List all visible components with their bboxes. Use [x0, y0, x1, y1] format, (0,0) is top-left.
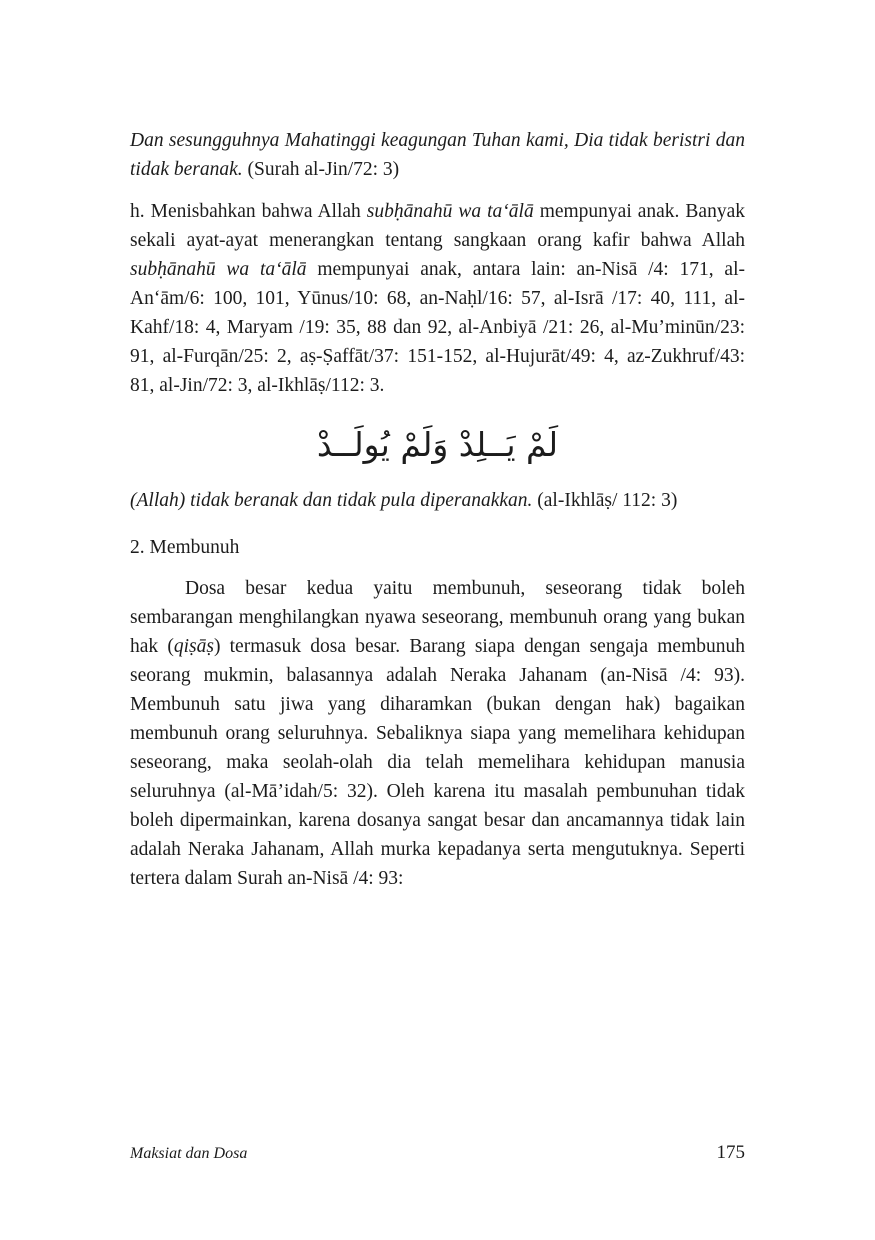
text-segment-italic: subḥānahū wa ta‘ālā	[130, 259, 307, 280]
page-number: 175	[716, 1142, 745, 1163]
text-segment: mempunyai anak, antara lain: an-Nisā /4: 171, al-An‘ām/6: 100, 101, Yūnus/10: 68, an-Naḥl/16: 57, al-Isrā /17: 40, 111, al-Kahf/18: 4, Maryam /19: 35, 88 dan 92, al-Anbiyā /21: 26, al-Mu’minūn/23: 91, al-Furqān/25: 2, aṣ-Ṣaffāt/37: 151-152, al-Hujurāt/49: 4, az-Zukhruf/43: 81, al-Jin/72: 3, al-Ikhlāṣ/112: 3.	[130, 259, 745, 396]
quote-al-jin	[130, 126, 745, 184]
quote-reference: (al-Ikhlāṣ/ 112: 3)	[532, 490, 678, 511]
section-heading-membunuh: 2. Membunuh	[130, 537, 240, 558]
page-footer	[130, 1138, 745, 1168]
quote-text: (Allah) tidak beranak dan tidak pula diperanakkan.	[130, 490, 533, 511]
quote-reference: (Surah al-Jin/72: 3)	[242, 159, 400, 180]
quote-text: Dan sesungguhnya Mahatinggi keagungan Tuhan kami, Dia tidak beristri dan tidak beranak.	[130, 130, 745, 180]
text-segment: h. Menisbahkan bahwa Allah	[130, 201, 367, 222]
paragraph-membunuh	[130, 574, 745, 893]
arabic-verse: لَمْ يَــلِدْ وَلَمْ يُولَــدْ	[316, 425, 559, 464]
text-segment: ) termasuk dosa besar. Barang siapa dengan sengaja membunuh seorang mukmin, balasannya adalah Neraka Jahanam (an-Nisā /4: 93). Membunuh satu jiwa yang diharamkan (bukan dengan hak) bagaikan membunuh orang seluruhnya. Sebaliknya siapa yang memelihara kehidupan seseorang, maka seolah-olah dia telah memelihara kehidupan manusia seluruhnya (al-Mā’idah/5: 32). Oleh karena itu masalah pembunuhan tidak boleh dipermainkan, karena dosanya sangat besar dan ancamannya tidak lain adalah Neraka Jahanam, Allah murka kepadanya serta mengutuknya. Seperti tertera dalam Surah an-Nisā /4: 93:	[130, 636, 745, 889]
running-title: Maksiat dan Dosa	[130, 1145, 248, 1162]
paragraph-h	[130, 197, 745, 400]
text-segment: Dosa besar kedua yaitu membunuh, seseorang tidak boleh sembarangan menghilangkan nyawa seseorang, membunuh orang yang bukan hak (	[130, 578, 745, 657]
text-segment: mempunyai anak. Banyak sekali ayat-ayat menerangkan tentang sangkaan orang kafir bahwa Allah	[130, 201, 745, 251]
quote-al-ikhlas	[130, 486, 745, 515]
text-segment-italic: qiṣāṣ	[173, 636, 214, 657]
text-segment-italic: subḥānahū wa ta‘ālā	[366, 201, 534, 222]
